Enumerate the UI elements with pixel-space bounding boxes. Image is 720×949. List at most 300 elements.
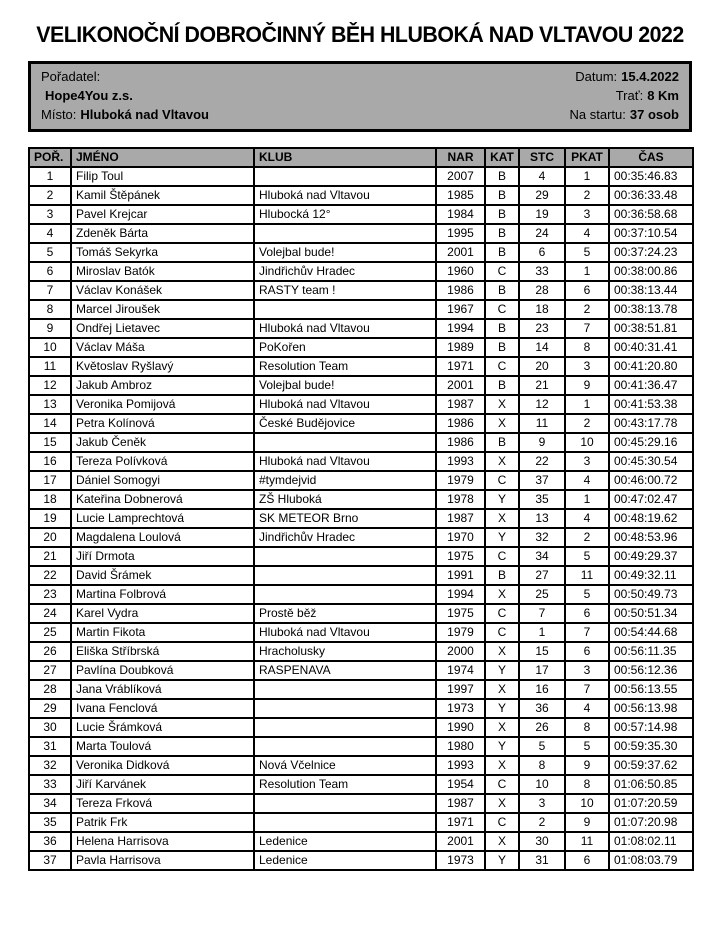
- info-line-3: [41, 105, 679, 124]
- cell-kat: C: [485, 300, 519, 319]
- cell-cas: 00:36:33.48: [609, 186, 693, 205]
- table-row: [29, 623, 693, 642]
- cell-por: 12: [29, 376, 71, 395]
- cell-stc: 15: [519, 642, 565, 661]
- cell-klub: Jindřichův Hradec: [254, 528, 436, 547]
- results-table: [28, 147, 694, 871]
- cell-nar: 2001: [436, 832, 485, 851]
- cell-por: 21: [29, 547, 71, 566]
- cell-por: 13: [29, 395, 71, 414]
- table-row: [29, 186, 693, 205]
- table-row: [29, 357, 693, 376]
- table-row: [29, 490, 693, 509]
- cell-nar: 1987: [436, 794, 485, 813]
- cell-por: 19: [29, 509, 71, 528]
- cell-stc: 19: [519, 205, 565, 224]
- cell-por: 26: [29, 642, 71, 661]
- cell-klub: Hracholusky: [254, 642, 436, 661]
- cell-cas: 00:49:29.37: [609, 547, 693, 566]
- cell-nar: 1986: [436, 281, 485, 300]
- cell-pkat: 10: [565, 433, 609, 452]
- cell-stc: 8: [519, 756, 565, 775]
- table-row: [29, 243, 693, 262]
- table-row: [29, 319, 693, 338]
- cell-klub: [254, 813, 436, 832]
- cell-kat: X: [485, 585, 519, 604]
- cell-stc: 6: [519, 243, 565, 262]
- info-line-1: [41, 67, 679, 86]
- start-value: 37 osob: [629, 107, 679, 122]
- cell-cas: 00:49:32.11: [609, 566, 693, 585]
- cell-nar: 1975: [436, 604, 485, 623]
- table-row: [29, 262, 693, 281]
- table-row: [29, 699, 693, 718]
- cell-cas: 00:47:02.47: [609, 490, 693, 509]
- cell-pkat: 6: [565, 851, 609, 870]
- cell-klub: [254, 794, 436, 813]
- cell-kat: B: [485, 224, 519, 243]
- table-row: [29, 775, 693, 794]
- cell-cas: 00:40:31.41: [609, 338, 693, 357]
- cell-kat: X: [485, 756, 519, 775]
- table-row: [29, 167, 693, 186]
- cell-nar: 1994: [436, 585, 485, 604]
- cell-pkat: 2: [565, 414, 609, 433]
- cell-cas: 00:50:51.34: [609, 604, 693, 623]
- cell-nar: 1973: [436, 699, 485, 718]
- cell-nar: 1995: [436, 224, 485, 243]
- cell-kat: X: [485, 395, 519, 414]
- cell-kat: X: [485, 832, 519, 851]
- column-header-jmeno: JMÉNO: [71, 148, 254, 167]
- cell-pkat: 4: [565, 699, 609, 718]
- column-header-cas: ČAS: [609, 148, 693, 167]
- cell-kat: C: [485, 262, 519, 281]
- cell-klub: SK METEOR Brno: [254, 509, 436, 528]
- race-info-box: [28, 61, 692, 132]
- cell-nar: 2007: [436, 167, 485, 186]
- cell-stc: 13: [519, 509, 565, 528]
- cell-cas: 00:38:51.81: [609, 319, 693, 338]
- table-row: [29, 566, 693, 585]
- table-row: [29, 452, 693, 471]
- place-label: Místo:: [41, 107, 77, 122]
- table-row: [29, 395, 693, 414]
- cell-klub: Prostě běž: [254, 604, 436, 623]
- cell-kat: Y: [485, 851, 519, 870]
- cell-jmeno: Marcel Jiroušek: [71, 300, 254, 319]
- cell-klub: [254, 300, 436, 319]
- table-row: [29, 680, 693, 699]
- cell-por: 4: [29, 224, 71, 243]
- cell-jmeno: Helena Harrisova: [71, 832, 254, 851]
- cell-klub: Jindřichův Hradec: [254, 262, 436, 281]
- cell-jmeno: Tereza Frková: [71, 794, 254, 813]
- cell-cas: 01:07:20.98: [609, 813, 693, 832]
- cell-cas: 00:48:53.96: [609, 528, 693, 547]
- table-row: [29, 756, 693, 775]
- cell-nar: 1973: [436, 851, 485, 870]
- cell-klub: [254, 167, 436, 186]
- cell-klub: Resolution Team: [254, 775, 436, 794]
- cell-por: 3: [29, 205, 71, 224]
- cell-stc: 22: [519, 452, 565, 471]
- cell-stc: 27: [519, 566, 565, 585]
- cell-jmeno: Petra Kolínová: [71, 414, 254, 433]
- cell-pkat: 7: [565, 319, 609, 338]
- cell-pkat: 6: [565, 642, 609, 661]
- table-row: [29, 471, 693, 490]
- cell-cas: 00:38:13.44: [609, 281, 693, 300]
- cell-jmeno: Veronika Didková: [71, 756, 254, 775]
- cell-por: 34: [29, 794, 71, 813]
- table-row: [29, 642, 693, 661]
- cell-kat: X: [485, 509, 519, 528]
- cell-jmeno: Květoslav Ryšlavý: [71, 357, 254, 376]
- cell-cas: 00:41:36.47: [609, 376, 693, 395]
- cell-por: 35: [29, 813, 71, 832]
- cell-cas: 00:41:53.38: [609, 395, 693, 414]
- cell-kat: B: [485, 319, 519, 338]
- table-row: [29, 737, 693, 756]
- cell-klub: Volejbal bude!: [254, 243, 436, 262]
- cell-klub: [254, 433, 436, 452]
- table-row: [29, 661, 693, 680]
- cell-cas: 00:38:00.86: [609, 262, 693, 281]
- cell-nar: 1971: [436, 813, 485, 832]
- cell-stc: 25: [519, 585, 565, 604]
- cell-klub: PoKořen: [254, 338, 436, 357]
- cell-kat: B: [485, 433, 519, 452]
- cell-stc: 34: [519, 547, 565, 566]
- cell-klub: Hluboká nad Vltavou: [254, 395, 436, 414]
- cell-kat: B: [485, 376, 519, 395]
- info-line-2: [41, 86, 679, 105]
- cell-jmeno: Martina Folbrová: [71, 585, 254, 604]
- cell-cas: 01:08:03.79: [609, 851, 693, 870]
- cell-pkat: 2: [565, 186, 609, 205]
- cell-jmeno: David Šrámek: [71, 566, 254, 585]
- cell-nar: 1954: [436, 775, 485, 794]
- cell-nar: 1979: [436, 623, 485, 642]
- cell-kat: X: [485, 452, 519, 471]
- cell-kat: B: [485, 566, 519, 585]
- cell-cas: 00:36:58.68: [609, 205, 693, 224]
- cell-kat: B: [485, 338, 519, 357]
- cell-jmeno: Martin Fikota: [71, 623, 254, 642]
- cell-jmeno: Václav Konášek: [71, 281, 254, 300]
- cell-por: 18: [29, 490, 71, 509]
- cell-cas: 00:50:49.73: [609, 585, 693, 604]
- cell-jmeno: Lucie Šrámková: [71, 718, 254, 737]
- cell-jmeno: Jana Vráblíková: [71, 680, 254, 699]
- cell-stc: 16: [519, 680, 565, 699]
- cell-cas: 01:07:20.59: [609, 794, 693, 813]
- cell-cas: 00:37:24.23: [609, 243, 693, 262]
- cell-nar: 1980: [436, 737, 485, 756]
- cell-jmeno: Dániel Somogyi: [71, 471, 254, 490]
- cell-por: 31: [29, 737, 71, 756]
- cell-jmeno: Karel Vydra: [71, 604, 254, 623]
- cell-por: 22: [29, 566, 71, 585]
- cell-jmeno: Jakub Ambroz: [71, 376, 254, 395]
- cell-kat: C: [485, 775, 519, 794]
- cell-cas: 00:37:10.54: [609, 224, 693, 243]
- table-row: [29, 528, 693, 547]
- cell-jmeno: Tomáš Sekyrka: [71, 243, 254, 262]
- cell-por: 28: [29, 680, 71, 699]
- cell-nar: 1974: [436, 661, 485, 680]
- column-header-klub: KLUB: [254, 148, 436, 167]
- cell-por: 10: [29, 338, 71, 357]
- cell-cas: 00:45:29.16: [609, 433, 693, 452]
- cell-por: 36: [29, 832, 71, 851]
- cell-jmeno: Pavlína Doubková: [71, 661, 254, 680]
- cell-pkat: 1: [565, 395, 609, 414]
- cell-kat: B: [485, 243, 519, 262]
- cell-por: 32: [29, 756, 71, 775]
- table-row: [29, 433, 693, 452]
- cell-pkat: 5: [565, 737, 609, 756]
- cell-klub: RASPENAVA: [254, 661, 436, 680]
- cell-por: 23: [29, 585, 71, 604]
- cell-stc: 29: [519, 186, 565, 205]
- cell-cas: 00:57:14.98: [609, 718, 693, 737]
- cell-stc: 12: [519, 395, 565, 414]
- column-header-kat: KAT: [485, 148, 519, 167]
- cell-cas: 00:46:00.72: [609, 471, 693, 490]
- cell-nar: 1987: [436, 509, 485, 528]
- table-row: [29, 281, 693, 300]
- start-field: [570, 105, 679, 124]
- cell-pkat: 7: [565, 623, 609, 642]
- cell-nar: 1967: [436, 300, 485, 319]
- cell-nar: 1979: [436, 471, 485, 490]
- cell-nar: 1993: [436, 452, 485, 471]
- cell-stc: 18: [519, 300, 565, 319]
- cell-por: 11: [29, 357, 71, 376]
- cell-kat: X: [485, 680, 519, 699]
- cell-klub: Hlubocká 12°: [254, 205, 436, 224]
- cell-stc: 26: [519, 718, 565, 737]
- cell-stc: 9: [519, 433, 565, 452]
- cell-kat: C: [485, 471, 519, 490]
- cell-jmeno: Veronika Pomijová: [71, 395, 254, 414]
- cell-por: 30: [29, 718, 71, 737]
- cell-pkat: 6: [565, 604, 609, 623]
- cell-kat: B: [485, 205, 519, 224]
- cell-kat: X: [485, 642, 519, 661]
- cell-kat: C: [485, 813, 519, 832]
- cell-jmeno: Lucie Lamprechtová: [71, 509, 254, 528]
- track-field: [616, 86, 679, 105]
- cell-cas: 00:56:12.36: [609, 661, 693, 680]
- cell-klub: Ledenice: [254, 851, 436, 870]
- cell-pkat: 9: [565, 756, 609, 775]
- cell-pkat: 3: [565, 357, 609, 376]
- cell-cas: 01:08:02.11: [609, 832, 693, 851]
- cell-pkat: 7: [565, 680, 609, 699]
- cell-klub: [254, 718, 436, 737]
- cell-stc: 7: [519, 604, 565, 623]
- cell-jmeno: Kateřina Dobnerová: [71, 490, 254, 509]
- table-row: [29, 718, 693, 737]
- cell-stc: 32: [519, 528, 565, 547]
- cell-klub: Hluboká nad Vltavou: [254, 319, 436, 338]
- cell-pkat: 8: [565, 718, 609, 737]
- cell-stc: 17: [519, 661, 565, 680]
- cell-jmeno: Tereza Polívková: [71, 452, 254, 471]
- cell-stc: 5: [519, 737, 565, 756]
- cell-pkat: 9: [565, 813, 609, 832]
- cell-nar: 2000: [436, 642, 485, 661]
- cell-klub: #tymdejvid: [254, 471, 436, 490]
- cell-cas: 00:45:30.54: [609, 452, 693, 471]
- cell-nar: 1960: [436, 262, 485, 281]
- cell-klub: [254, 699, 436, 718]
- cell-kat: X: [485, 414, 519, 433]
- cell-kat: C: [485, 547, 519, 566]
- cell-stc: 33: [519, 262, 565, 281]
- cell-nar: 1991: [436, 566, 485, 585]
- cell-cas: 00:38:13.78: [609, 300, 693, 319]
- cell-cas: 00:41:20.80: [609, 357, 693, 376]
- cell-pkat: 5: [565, 585, 609, 604]
- cell-nar: 1971: [436, 357, 485, 376]
- cell-pkat: 8: [565, 338, 609, 357]
- cell-jmeno: Jiří Drmota: [71, 547, 254, 566]
- cell-jmeno: Miroslav Batók: [71, 262, 254, 281]
- table-row: [29, 604, 693, 623]
- cell-pkat: 4: [565, 471, 609, 490]
- cell-stc: 28: [519, 281, 565, 300]
- date-label: Datum:: [575, 69, 618, 84]
- cell-stc: 36: [519, 699, 565, 718]
- cell-por: 2: [29, 186, 71, 205]
- cell-pkat: 11: [565, 832, 609, 851]
- column-header-pkat: PKAT: [565, 148, 609, 167]
- place-field: [41, 105, 209, 124]
- cell-cas: 01:06:50.85: [609, 775, 693, 794]
- start-label: Na startu:: [569, 107, 626, 122]
- cell-por: 1: [29, 167, 71, 186]
- cell-pkat: 5: [565, 547, 609, 566]
- cell-kat: B: [485, 186, 519, 205]
- cell-jmeno: Magdalena Loulová: [71, 528, 254, 547]
- track-label: Trať:: [615, 88, 644, 103]
- cell-klub: Hluboká nad Vltavou: [254, 186, 436, 205]
- cell-stc: 3: [519, 794, 565, 813]
- cell-pkat: 1: [565, 262, 609, 281]
- table-body: [29, 167, 693, 870]
- table-row: [29, 205, 693, 224]
- cell-stc: 14: [519, 338, 565, 357]
- cell-jmeno: Zdeněk Bárta: [71, 224, 254, 243]
- cell-klub: Hluboká nad Vltavou: [254, 452, 436, 471]
- cell-stc: 30: [519, 832, 565, 851]
- cell-nar: 1986: [436, 433, 485, 452]
- cell-kat: Y: [485, 528, 519, 547]
- cell-nar: 1993: [436, 756, 485, 775]
- cell-nar: 2001: [436, 243, 485, 262]
- cell-cas: 00:48:19.62: [609, 509, 693, 528]
- cell-stc: 4: [519, 167, 565, 186]
- cell-pkat: 4: [565, 509, 609, 528]
- date-field: [575, 67, 679, 86]
- cell-pkat: 2: [565, 300, 609, 319]
- cell-pkat: 3: [565, 205, 609, 224]
- cell-stc: 10: [519, 775, 565, 794]
- table-row: [29, 585, 693, 604]
- column-header-stc: STC: [519, 148, 565, 167]
- cell-jmeno: Jakub Čeněk: [71, 433, 254, 452]
- cell-por: 24: [29, 604, 71, 623]
- cell-nar: 1994: [436, 319, 485, 338]
- cell-por: 20: [29, 528, 71, 547]
- cell-jmeno: Ondřej Lietavec: [71, 319, 254, 338]
- cell-por: 33: [29, 775, 71, 794]
- cell-klub: RASTY team !: [254, 281, 436, 300]
- cell-stc: 11: [519, 414, 565, 433]
- organizer-value: Hope4You z.s.: [45, 88, 133, 103]
- table-row: [29, 414, 693, 433]
- cell-klub: [254, 737, 436, 756]
- cell-cas: 00:59:35.30: [609, 737, 693, 756]
- table-row: [29, 300, 693, 319]
- table-row: [29, 509, 693, 528]
- table-header-row: [29, 148, 693, 167]
- cell-nar: 1986: [436, 414, 485, 433]
- cell-nar: 1989: [436, 338, 485, 357]
- cell-por: 9: [29, 319, 71, 338]
- table-row: [29, 851, 693, 870]
- cell-jmeno: Marta Toulová: [71, 737, 254, 756]
- cell-kat: Y: [485, 490, 519, 509]
- date-value: 15.4.2022: [621, 69, 679, 84]
- cell-jmeno: Václav Máša: [71, 338, 254, 357]
- cell-stc: 20: [519, 357, 565, 376]
- cell-nar: 1970: [436, 528, 485, 547]
- cell-pkat: 5: [565, 243, 609, 262]
- cell-nar: 1985: [436, 186, 485, 205]
- cell-por: 7: [29, 281, 71, 300]
- cell-pkat: 10: [565, 794, 609, 813]
- table-row: [29, 832, 693, 851]
- cell-kat: Y: [485, 661, 519, 680]
- cell-jmeno: Ivana Fenclová: [71, 699, 254, 718]
- cell-klub: Ledenice: [254, 832, 436, 851]
- table-row: [29, 224, 693, 243]
- cell-nar: 1978: [436, 490, 485, 509]
- cell-jmeno: Patrik Frk: [71, 813, 254, 832]
- cell-pkat: 11: [565, 566, 609, 585]
- cell-stc: 2: [519, 813, 565, 832]
- cell-por: 37: [29, 851, 71, 870]
- cell-kat: B: [485, 167, 519, 186]
- column-header-nar: NAR: [436, 148, 485, 167]
- cell-klub: Nová Včelnice: [254, 756, 436, 775]
- cell-pkat: 4: [565, 224, 609, 243]
- cell-por: 6: [29, 262, 71, 281]
- cell-por: 27: [29, 661, 71, 680]
- cell-nar: 1997: [436, 680, 485, 699]
- cell-jmeno: Eliška Stříbrská: [71, 642, 254, 661]
- cell-jmeno: Jiří Karvánek: [71, 775, 254, 794]
- cell-pkat: 1: [565, 167, 609, 186]
- page-title: VELIKONOČNÍ DOBROČINNÝ BĚH HLUBOKÁ NAD VLTAVOU 2022: [36, 22, 684, 47]
- cell-pkat: 3: [565, 661, 609, 680]
- table-row: [29, 376, 693, 395]
